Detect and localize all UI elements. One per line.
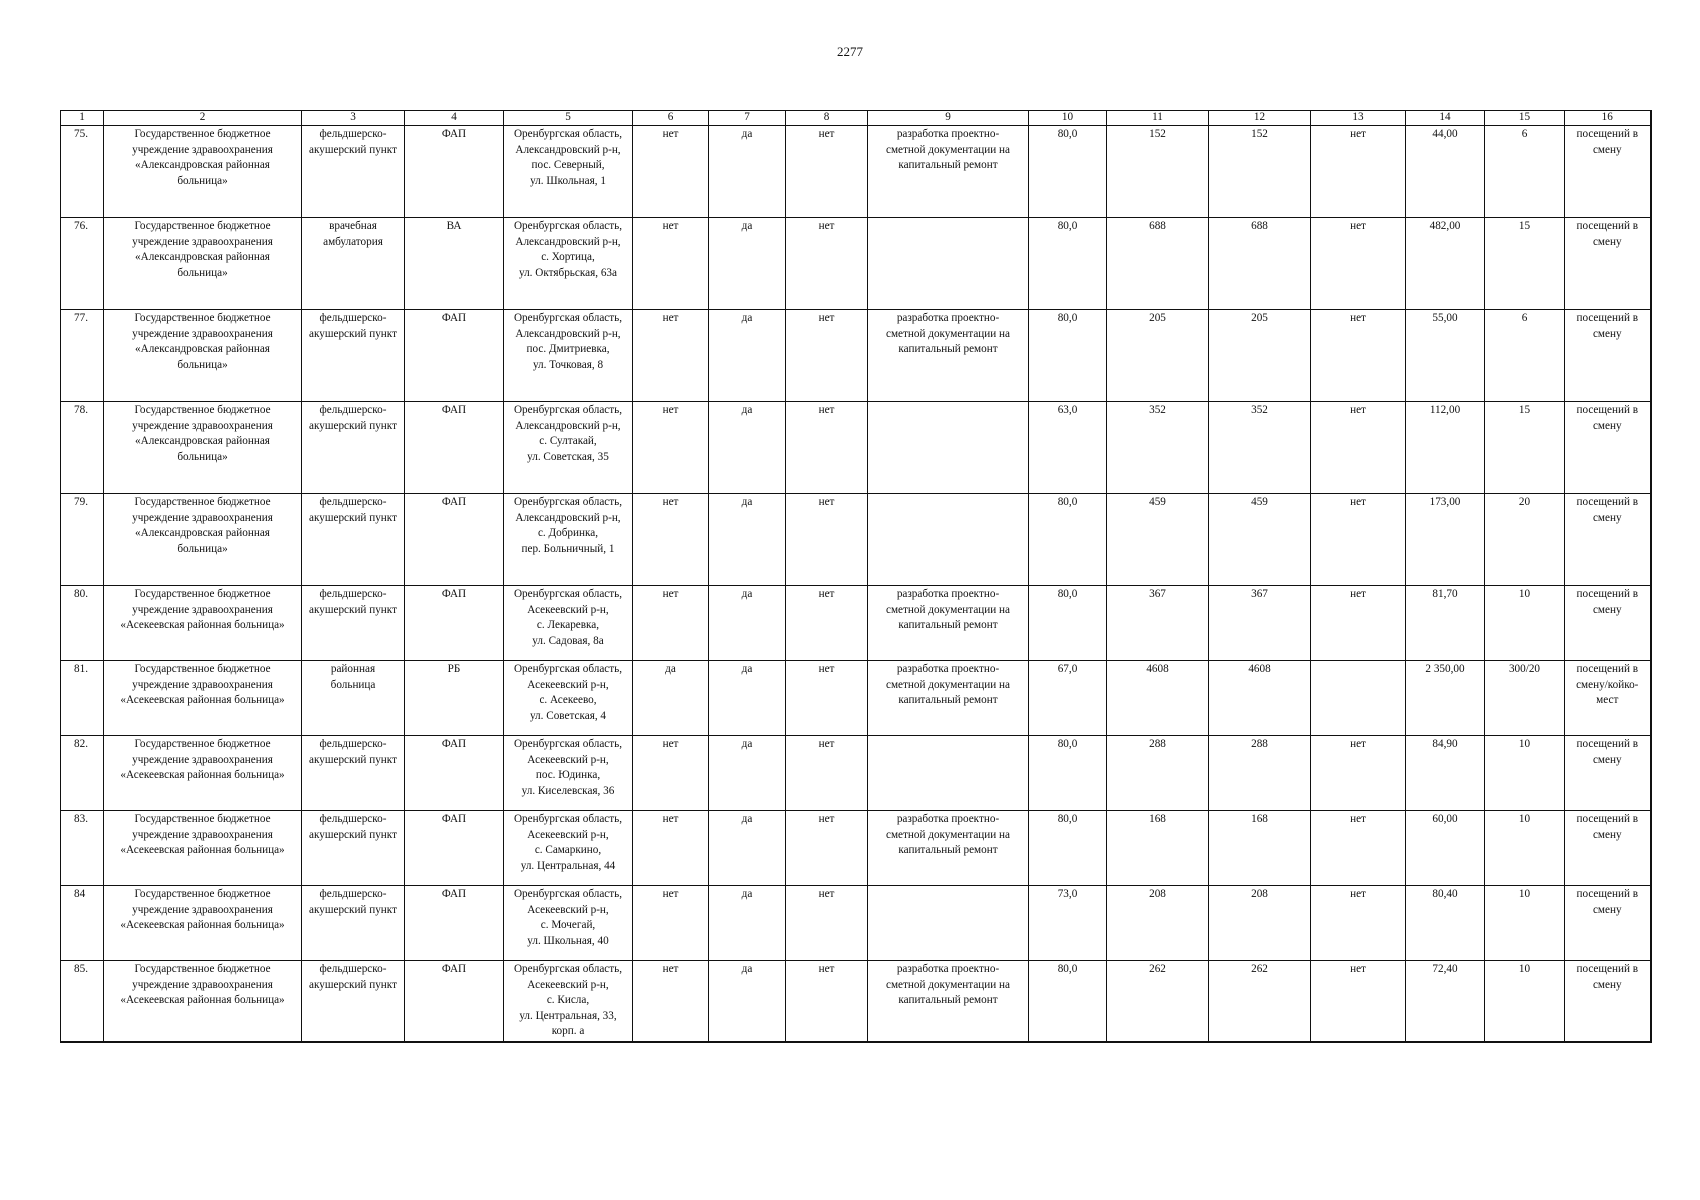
cell-col13: нет xyxy=(1311,494,1406,586)
capacity-unit: посещений в смену xyxy=(1565,126,1651,218)
column-header: 1 xyxy=(61,111,104,126)
area-col11: 459 xyxy=(1107,494,1209,586)
institution-name: Государственное бюджетное учреждение здравоохранения «Александровская районная больница» xyxy=(104,494,302,586)
cell-col13: нет xyxy=(1311,402,1406,494)
facility-abbr: ФАП xyxy=(405,402,504,494)
row-number: 77. xyxy=(61,310,104,402)
row-number: 79. xyxy=(61,494,104,586)
area-col12: 152 xyxy=(1209,126,1311,218)
planned-works xyxy=(868,218,1029,310)
capacity-unit: посещений в смену xyxy=(1565,494,1651,586)
area-col12: 288 xyxy=(1209,736,1311,811)
area-col12: 367 xyxy=(1209,586,1311,661)
value-col14: 2 350,00 xyxy=(1406,661,1485,736)
wear-percent: 80,0 xyxy=(1029,736,1107,811)
planned-works xyxy=(868,736,1029,811)
cell-col8: нет xyxy=(786,586,868,661)
column-header: 7 xyxy=(709,111,786,126)
row-number: 84 xyxy=(61,886,104,961)
row-number: 82. xyxy=(61,736,104,811)
cell-col7: да xyxy=(709,586,786,661)
cell-col13: нет xyxy=(1311,310,1406,402)
row-number: 78. xyxy=(61,402,104,494)
capacity: 10 xyxy=(1485,811,1565,886)
facility-type: фельдшерско- акушерский пункт xyxy=(302,402,405,494)
capacity: 6 xyxy=(1485,126,1565,218)
cell-col7: да xyxy=(709,961,786,1042)
facility-abbr: ФАП xyxy=(405,310,504,402)
column-header: 3 xyxy=(302,111,405,126)
cell-col13: нет xyxy=(1311,811,1406,886)
cell-col8: нет xyxy=(786,218,868,310)
institution-name: Государственное бюджетное учреждение здравоохранения «Асекеевская районная больница» xyxy=(104,586,302,661)
area-col12: 4608 xyxy=(1209,661,1311,736)
cell-col13: нет xyxy=(1311,126,1406,218)
planned-works: разработка проектно- сметной документации на капитальный ремонт xyxy=(868,126,1029,218)
facility-abbr: ФАП xyxy=(405,586,504,661)
area-col12: 208 xyxy=(1209,886,1311,961)
cell-col7: да xyxy=(709,402,786,494)
cell-col6: нет xyxy=(633,961,709,1042)
value-col14: 81,70 xyxy=(1406,586,1485,661)
value-col14: 80,40 xyxy=(1406,886,1485,961)
row-number: 85. xyxy=(61,961,104,1042)
value-col14: 112,00 xyxy=(1406,402,1485,494)
cell-col8: нет xyxy=(786,811,868,886)
row-number: 83. xyxy=(61,811,104,886)
cell-col8: нет xyxy=(786,661,868,736)
facility-abbr: ФАП xyxy=(405,886,504,961)
cell-col6: нет xyxy=(633,218,709,310)
table-row xyxy=(61,961,1651,1042)
facility-type: фельдшерско- акушерский пункт xyxy=(302,586,405,661)
area-col11: 352 xyxy=(1107,402,1209,494)
wear-percent: 63,0 xyxy=(1029,402,1107,494)
facility-abbr: ФАП xyxy=(405,494,504,586)
registry-table xyxy=(60,110,1652,1043)
area-col12: 205 xyxy=(1209,310,1311,402)
institution-name: Государственное бюджетное учреждение здравоохранения «Асекеевская районная больница» xyxy=(104,961,302,1042)
cell-col6: нет xyxy=(633,494,709,586)
facility-address: Оренбургская область, Александровский р-н, пос. Северный, ул. Школьная, 1 xyxy=(504,126,633,218)
cell-col7: да xyxy=(709,310,786,402)
area-col11: 688 xyxy=(1107,218,1209,310)
cell-col6: нет xyxy=(633,310,709,402)
facility-abbr: ФАП xyxy=(405,736,504,811)
capacity-unit: посещений в смену xyxy=(1565,402,1651,494)
planned-works: разработка проектно- сметной документации на капитальный ремонт xyxy=(868,586,1029,661)
cell-col8: нет xyxy=(786,736,868,811)
cell-col6: нет xyxy=(633,586,709,661)
cell-col6: нет xyxy=(633,736,709,811)
column-header: 15 xyxy=(1485,111,1565,126)
table-row xyxy=(61,736,1651,811)
column-header: 14 xyxy=(1406,111,1485,126)
wear-percent: 80,0 xyxy=(1029,494,1107,586)
institution-name: Государственное бюджетное учреждение здравоохранения «Александровская районная больница» xyxy=(104,310,302,402)
institution-name: Государственное бюджетное учреждение здравоохранения «Асекеевская районная больница» xyxy=(104,886,302,961)
area-col11: 152 xyxy=(1107,126,1209,218)
capacity: 10 xyxy=(1485,886,1565,961)
column-number-row xyxy=(61,111,1651,126)
column-header: 4 xyxy=(405,111,504,126)
institution-name: Государственное бюджетное учреждение здравоохранения «Александровская районная больница» xyxy=(104,126,302,218)
wear-percent: 80,0 xyxy=(1029,811,1107,886)
cell-col7: да xyxy=(709,218,786,310)
area-col12: 688 xyxy=(1209,218,1311,310)
column-header: 10 xyxy=(1029,111,1107,126)
table-row xyxy=(61,310,1651,402)
value-col14: 173,00 xyxy=(1406,494,1485,586)
column-header: 11 xyxy=(1107,111,1209,126)
facility-address: Оренбургская область, Александровский р-н, с. Хортица, ул. Октябрьская, 63а xyxy=(504,218,633,310)
row-number: 80. xyxy=(61,586,104,661)
value-col14: 55,00 xyxy=(1406,310,1485,402)
wear-percent: 80,0 xyxy=(1029,126,1107,218)
capacity: 10 xyxy=(1485,586,1565,661)
row-number: 75. xyxy=(61,126,104,218)
facility-abbr: ФАП xyxy=(405,961,504,1042)
capacity: 10 xyxy=(1485,736,1565,811)
facility-type: районная больница xyxy=(302,661,405,736)
cell-col8: нет xyxy=(786,961,868,1042)
column-header: 2 xyxy=(104,111,302,126)
area-col11: 4608 xyxy=(1107,661,1209,736)
institution-name: Государственное бюджетное учреждение здравоохранения «Александровская районная больница» xyxy=(104,218,302,310)
facility-type: врачебная амбулатория xyxy=(302,218,405,310)
cell-col13: нет xyxy=(1311,586,1406,661)
planned-works xyxy=(868,494,1029,586)
column-header: 16 xyxy=(1565,111,1651,126)
facility-abbr: ФАП xyxy=(405,126,504,218)
cell-col8: нет xyxy=(786,402,868,494)
cell-col13: нет xyxy=(1311,961,1406,1042)
cell-col6: нет xyxy=(633,126,709,218)
facility-type: фельдшерско- акушерский пункт xyxy=(302,494,405,586)
facility-address: Оренбургская область, Асекеевский р-н, с. Лекаревка, ул. Садовая, 8а xyxy=(504,586,633,661)
facility-type: фельдшерско- акушерский пункт xyxy=(302,811,405,886)
value-col14: 72,40 xyxy=(1406,961,1485,1042)
wear-percent: 73,0 xyxy=(1029,886,1107,961)
table-row xyxy=(61,218,1651,310)
cell-col7: да xyxy=(709,811,786,886)
wear-percent: 80,0 xyxy=(1029,586,1107,661)
area-col11: 168 xyxy=(1107,811,1209,886)
area-col12: 168 xyxy=(1209,811,1311,886)
planned-works: разработка проектно- сметной документации на капитальный ремонт xyxy=(868,961,1029,1042)
wear-percent: 80,0 xyxy=(1029,961,1107,1042)
facility-address: Оренбургская область, Александровский р-н, пос. Дмитриевка, ул. Точковая, 8 xyxy=(504,310,633,402)
capacity-unit: посещений в смену xyxy=(1565,736,1651,811)
planned-works xyxy=(868,402,1029,494)
value-col14: 60,00 xyxy=(1406,811,1485,886)
capacity: 10 xyxy=(1485,961,1565,1042)
wear-percent: 67,0 xyxy=(1029,661,1107,736)
cell-col7: да xyxy=(709,661,786,736)
capacity-unit: посещений в смену xyxy=(1565,961,1651,1042)
area-col11: 288 xyxy=(1107,736,1209,811)
capacity-unit: посещений в смену xyxy=(1565,811,1651,886)
capacity-unit: посещений в смену xyxy=(1565,886,1651,961)
cell-col6: да xyxy=(633,661,709,736)
facility-abbr: ВА xyxy=(405,218,504,310)
facility-type: фельдшерско- акушерский пункт xyxy=(302,736,405,811)
value-col14: 482,00 xyxy=(1406,218,1485,310)
cell-col6: нет xyxy=(633,811,709,886)
cell-col7: да xyxy=(709,886,786,961)
institution-name: Государственное бюджетное учреждение здравоохранения «Асекеевская районная больница» xyxy=(104,811,302,886)
area-col12: 459 xyxy=(1209,494,1311,586)
wear-percent: 80,0 xyxy=(1029,218,1107,310)
cell-col13: нет xyxy=(1311,218,1406,310)
table-row xyxy=(61,126,1651,218)
column-header: 9 xyxy=(868,111,1029,126)
area-col11: 205 xyxy=(1107,310,1209,402)
cell-col8: нет xyxy=(786,886,868,961)
facility-address: Оренбургская область, Асекеевский р-н, с. Самаркино, ул. Центральная, 44 xyxy=(504,811,633,886)
facility-address: Оренбургская область, Асекеевский р-н, с. Кисла, ул. Центральная, 33, корп. а xyxy=(504,961,633,1042)
capacity-unit: посещений в смену xyxy=(1565,218,1651,310)
capacity: 15 xyxy=(1485,218,1565,310)
capacity-unit: посещений в смену xyxy=(1565,310,1651,402)
table-row xyxy=(61,586,1651,661)
row-number: 81. xyxy=(61,661,104,736)
planned-works xyxy=(868,886,1029,961)
cell-col8: нет xyxy=(786,126,868,218)
institution-name: Государственное бюджетное учреждение здравоохранения «Александровская районная больница» xyxy=(104,402,302,494)
facility-address: Оренбургская область, Асекеевский р-н, с. Асекеево, ул. Советская, 4 xyxy=(504,661,633,736)
capacity: 20 xyxy=(1485,494,1565,586)
cell-col8: нет xyxy=(786,310,868,402)
facility-abbr: ФАП xyxy=(405,811,504,886)
area-col12: 352 xyxy=(1209,402,1311,494)
column-header: 5 xyxy=(504,111,633,126)
area-col12: 262 xyxy=(1209,961,1311,1042)
facility-type: фельдшерско- акушерский пункт xyxy=(302,886,405,961)
table-row xyxy=(61,402,1651,494)
facility-type: фельдшерско- акушерский пункт xyxy=(302,310,405,402)
row-number: 76. xyxy=(61,218,104,310)
capacity: 300/20 xyxy=(1485,661,1565,736)
capacity: 6 xyxy=(1485,310,1565,402)
wear-percent: 80,0 xyxy=(1029,310,1107,402)
value-col14: 44,00 xyxy=(1406,126,1485,218)
capacity-unit: посещений в смену/койко- мест xyxy=(1565,661,1651,736)
facility-address: Оренбургская область, Асекеевский р-н, с. Мочегай, ул. Школьная, 40 xyxy=(504,886,633,961)
facility-type: фельдшерско- акушерский пункт xyxy=(302,961,405,1042)
facility-type: фельдшерско- акушерский пункт xyxy=(302,126,405,218)
column-header: 8 xyxy=(786,111,868,126)
planned-works: разработка проектно- сметной документации на капитальный ремонт xyxy=(868,811,1029,886)
column-header: 6 xyxy=(633,111,709,126)
area-col11: 367 xyxy=(1107,586,1209,661)
area-col11: 262 xyxy=(1107,961,1209,1042)
cell-col13: нет xyxy=(1311,736,1406,811)
column-header: 13 xyxy=(1311,111,1406,126)
capacity-unit: посещений в смену xyxy=(1565,586,1651,661)
table-row xyxy=(61,494,1651,586)
page-number: 2277 xyxy=(837,44,863,59)
facility-address: Оренбургская область, Александровский р-н, с. Добринка, пер. Больничный, 1 xyxy=(504,494,633,586)
cell-col7: да xyxy=(709,494,786,586)
cell-col13: нет xyxy=(1311,886,1406,961)
facility-address: Оренбургская область, Асекеевский р-н, пос. Юдинка, ул. Киселевская, 36 xyxy=(504,736,633,811)
facility-address: Оренбургская область, Александровский р-н, с. Султакай, ул. Советская, 35 xyxy=(504,402,633,494)
planned-works: разработка проектно- сметной документации на капитальный ремонт xyxy=(868,661,1029,736)
cell-col7: да xyxy=(709,736,786,811)
cell-col6: нет xyxy=(633,886,709,961)
table-row xyxy=(61,886,1651,961)
table-row xyxy=(61,661,1651,736)
table-row xyxy=(61,811,1651,886)
value-col14: 84,90 xyxy=(1406,736,1485,811)
facility-abbr: РБ xyxy=(405,661,504,736)
cell-col13 xyxy=(1311,661,1406,736)
cell-col6: нет xyxy=(633,402,709,494)
cell-col8: нет xyxy=(786,494,868,586)
cell-col7: да xyxy=(709,126,786,218)
institution-name: Государственное бюджетное учреждение здравоохранения «Асекеевская районная больница» xyxy=(104,661,302,736)
column-header: 12 xyxy=(1209,111,1311,126)
area-col11: 208 xyxy=(1107,886,1209,961)
planned-works: разработка проектно- сметной документации на капитальный ремонт xyxy=(868,310,1029,402)
institution-name: Государственное бюджетное учреждение здравоохранения «Асекеевская районная больница» xyxy=(104,736,302,811)
capacity: 15 xyxy=(1485,402,1565,494)
